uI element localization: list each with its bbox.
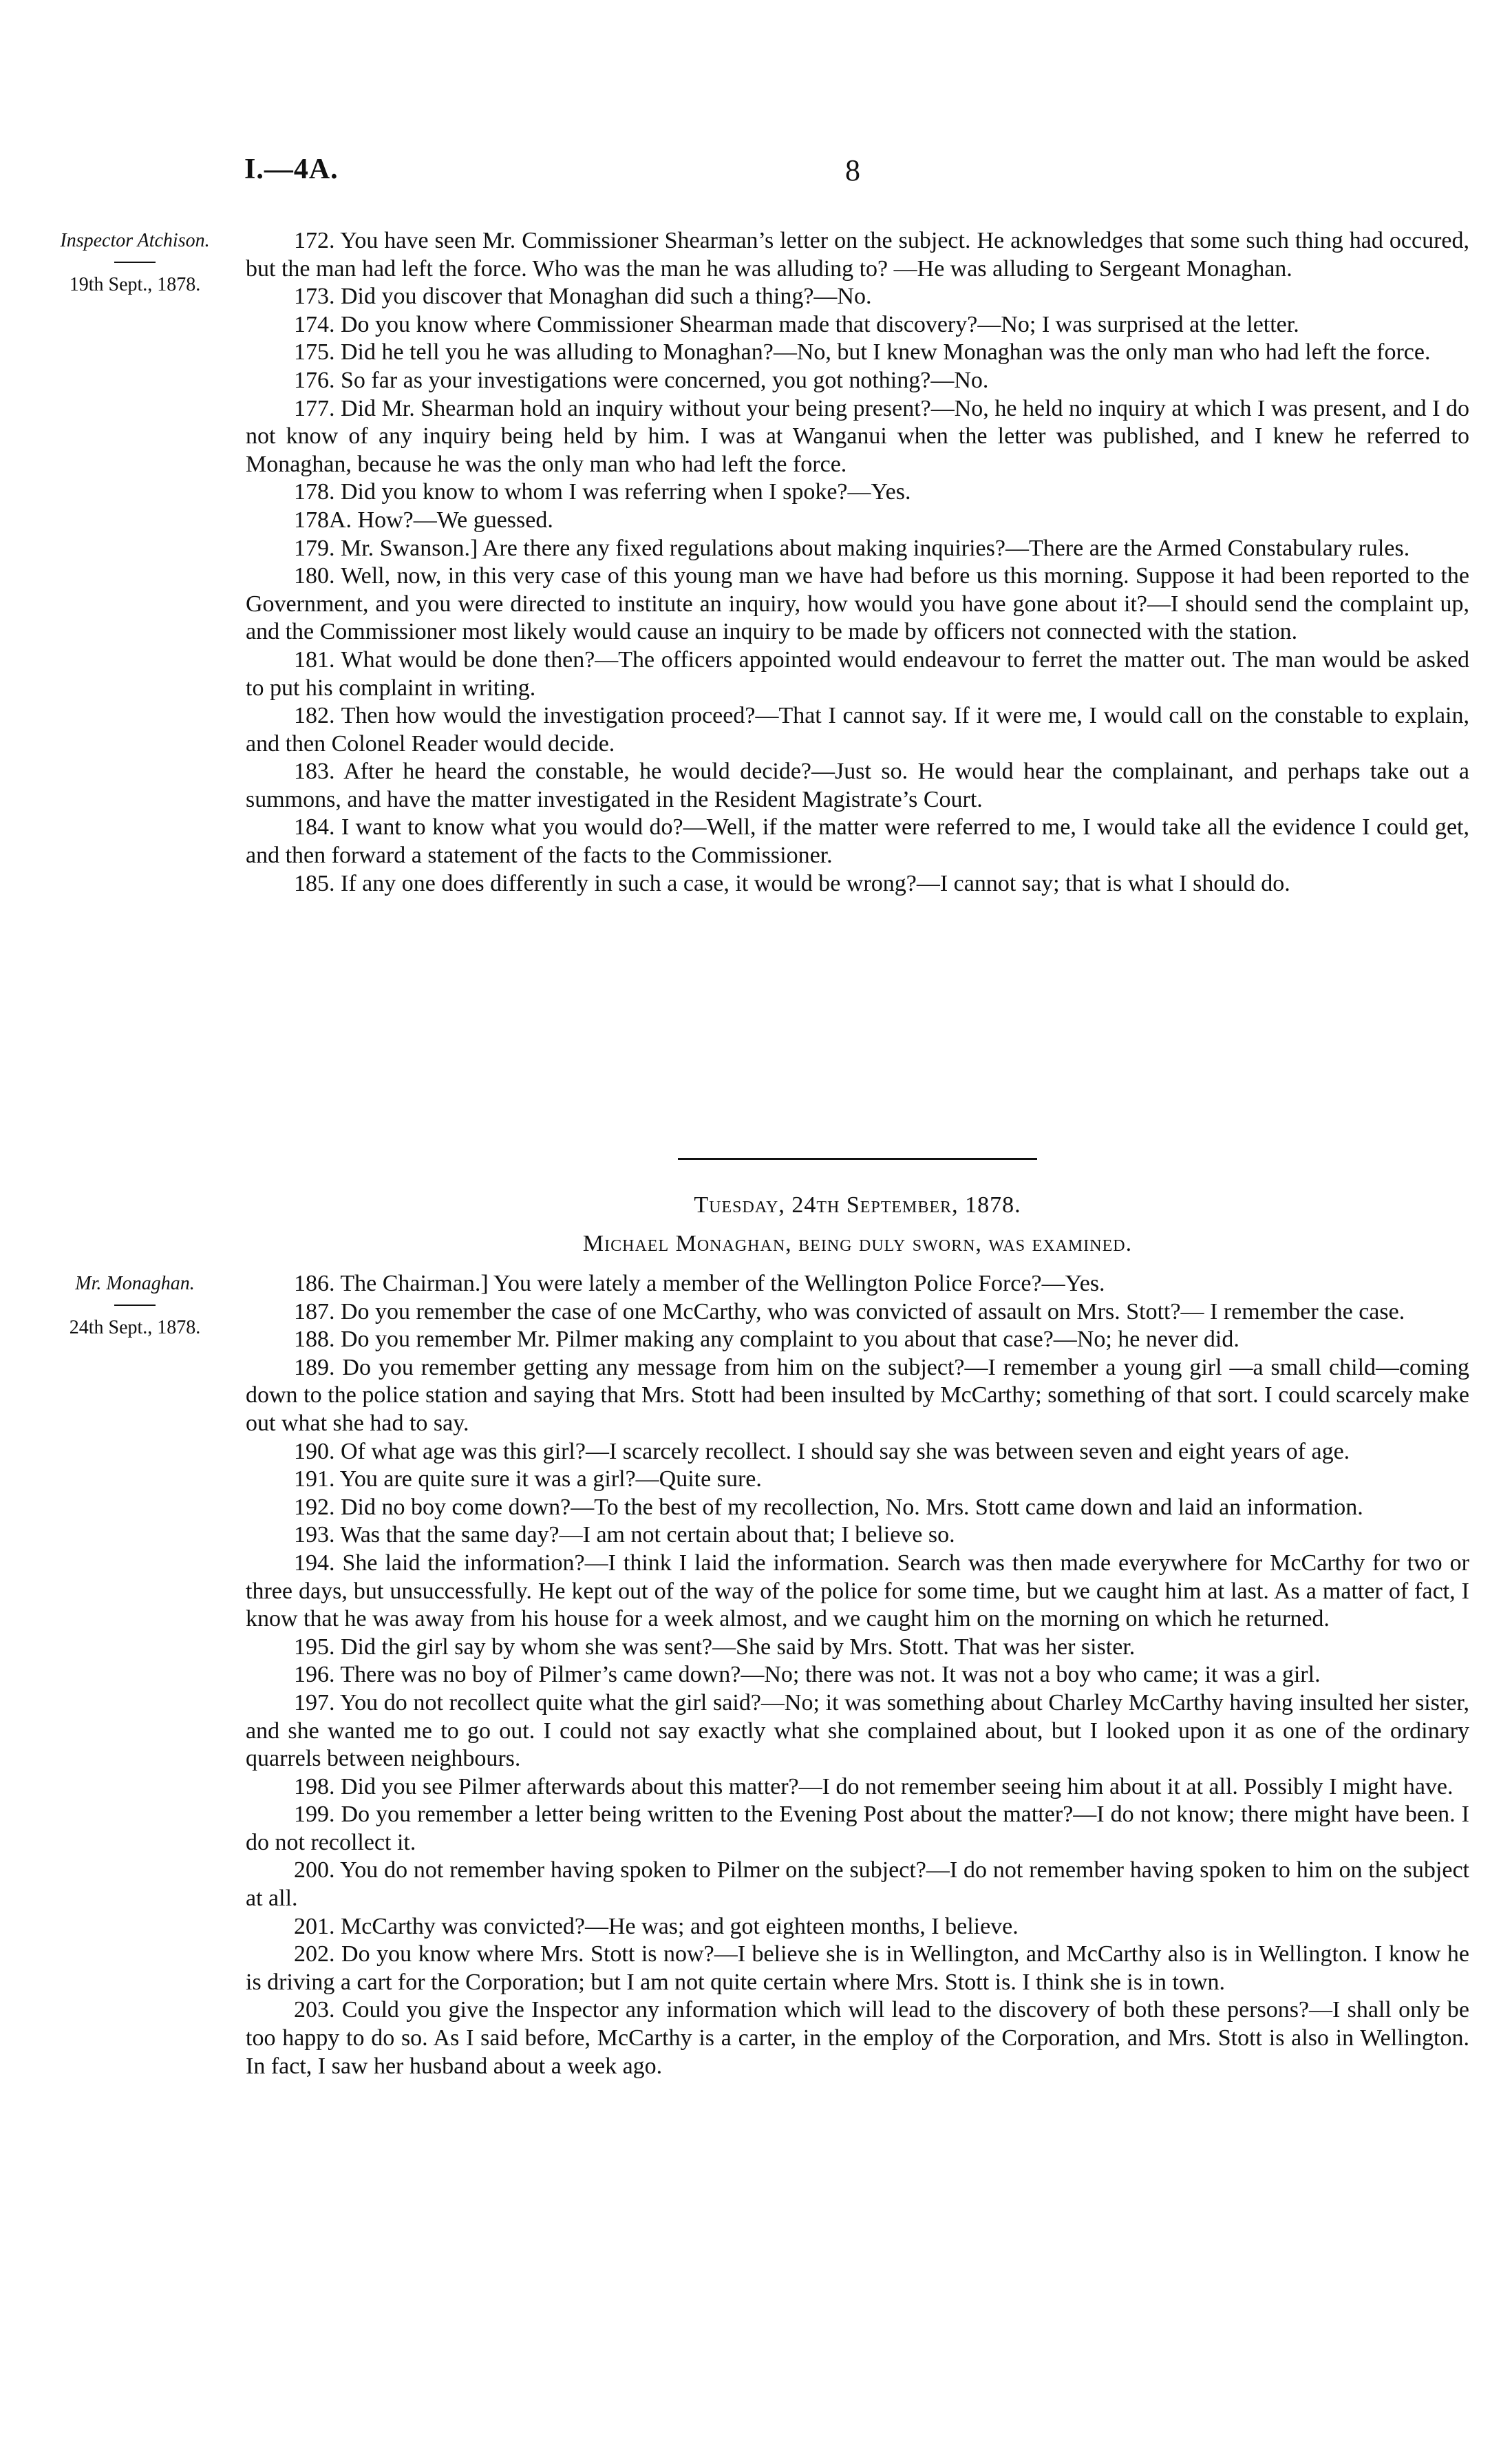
question-paragraph: 203. Could you give the Inspector any information which will lead to the discovery of both these persons?—I shall only be too happy to do so. As I said before, McCarthy is a carter, in the employ of the Corporation, and Mrs. Stott is also in Wellington. In fact, I saw her husband about a week ago. bbox=[246, 1997, 1469, 2079]
margin-divider bbox=[114, 262, 156, 263]
question-paragraph: 173. Did you discover that Monaghan did such a thing?—No. bbox=[294, 284, 872, 310]
question-paragraph: 201. McCarthy was convicted?—He was; and got eighteen months, I believe. bbox=[294, 1913, 1019, 1939]
question-paragraph: 202. Do you know where Mrs. Stott is now?—I believe she is in Wellington, and McCarthy also is in Wellington. I know he is driving a cart for the Corporation; but I am not quite certain where Mrs. Stott is. I think she is in town. bbox=[246, 1941, 1469, 1995]
question-paragraph: 197. You do not recollect quite what the girl said?—No; it was something about Charley McCarthy having insulted her sister, and she wanted me to go out. I could not say exactly what she complained about, but I looked upon it as one of the ordinary quarrels between neighbours. bbox=[246, 1689, 1469, 1772]
margin-date: 19th Sept., 1878. bbox=[69, 274, 201, 295]
question-paragraph: 196. There was no boy of Pilmer’s came down?—No; there was not. It was not a boy who came; it was a girl. bbox=[294, 1662, 1321, 1688]
question-paragraph: 199. Do you remember a letter being written to the Evening Post about the matter?—I do not know; there might have been. I do not recollect it. bbox=[246, 1802, 1469, 1855]
question-paragraph: 187. Do you remember the case of one McCarthy, who was convicted of assault on Mrs. Stott?— I remember the case. bbox=[294, 1298, 1405, 1324]
question-paragraph: 176. So far as your investigations were concerned, you got nothing?—No. bbox=[294, 367, 989, 393]
section-2-testimony bbox=[246, 1270, 1469, 2080]
question-paragraph: 172. You have seen Mr. Commissioner Shearman’s letter on the subject. He acknowledges that some such thing had occured, but the man had left the force. Who was the man he was alluding to? —He was alluding to Sergeant Monaghan. bbox=[246, 228, 1469, 282]
question-paragraph: 177. Did Mr. Shearman hold an inquiry without your being present?—No, he held no inquiry at which I was present, and I do not know of any inquiry being held by him. I was at Wanganui when the letter was published, and I knew he referred to Monaghan, because he was the only man who had left the force. bbox=[246, 395, 1469, 477]
question-paragraph: 174. Do you know where Commissioner Shearman made that discovery?—No; I was surprised at the letter. bbox=[294, 311, 1299, 337]
margin-note-witness-2 bbox=[25, 1270, 245, 1342]
question-paragraph: 175. Did he tell you he was alluding to Monaghan?—No, but I knew Monaghan was the only man who had left the force. bbox=[294, 339, 1431, 366]
question-paragraph: 178. Did you know to whom I was referring when I spoke?—Yes. bbox=[294, 479, 911, 505]
question-paragraph: 191. You are quite sure it was a girl?—Quite sure. bbox=[294, 1466, 762, 1492]
question-paragraph: 194. She laid the information?—I think I laid the information. Search was then made everywhere for McCarthy for two or three days, but unsuccessfully. He kept out of the way of the police for some time, but we caught him at last. As a matter of fact, I know that he was away from his house for a week almost, and we caught him on the morning on which he returned. bbox=[246, 1550, 1469, 1632]
question-paragraph: 180. Well, now, in this very case of this young man we have had before us this morning. Suppose it had been reported to the Government, and you were directed to institute an inquiry, how would you have gone about it?—I should send the complaint up, and the Commissioner most likely would cause an inquiry to be made by officers not connected with the station. bbox=[246, 563, 1469, 645]
margin-witness-name: Inspector Atchison. bbox=[60, 230, 210, 251]
witness-line: Michael Monaghan, being duly sworn, was examined. bbox=[582, 1231, 1133, 1256]
margin-witness-name: Mr. Monaghan. bbox=[75, 1273, 195, 1294]
section-1-testimony bbox=[246, 227, 1469, 898]
question-paragraph: 190. Of what age was this girl?—I scarcely recollect. I should say she was between seven and eight years of age. bbox=[294, 1438, 1350, 1464]
question-paragraph: 188. Do you remember Mr. Pilmer making any complaint to you about that case?—No; he never did. bbox=[294, 1327, 1239, 1353]
question-paragraph: 189. Do you remember getting any message from him on the subject?—I remember a young girl —a small child—coming down to the police station and saying that Mrs. Stott had been insulted by McCarthy; something of that sort. I could scarcely make out what she had to say. bbox=[246, 1354, 1469, 1436]
margin-date: 24th Sept., 1878. bbox=[69, 1317, 201, 1338]
question-paragraph: 195. Did the girl say by whom she was sent?—She said by Mrs. Stott. That was her sister. bbox=[294, 1634, 1136, 1660]
question-paragraph: 185. If any one does differently in such a case, it would be wrong?—I cannot say; that is what I should do. bbox=[294, 870, 1290, 896]
page-number: 8 bbox=[845, 154, 860, 187]
question-paragraph: 192. Did no boy come down?—To the best of my recollection, No. Mrs. Stott came down and laid an information. bbox=[294, 1494, 1363, 1520]
date-heading: Tuesday, 24th September, 1878. bbox=[694, 1192, 1021, 1218]
question-paragraph: 184. I want to know what you would do?—Well, if the matter were referred to me, I would take all the evidence I could get, and then forward a statement of the facts to the Commissioner. bbox=[246, 814, 1469, 869]
question-paragraph: 200. You do not remember having spoken to Pilmer on the subject?—I do not remember having spoken to him on the subject at all. bbox=[246, 1857, 1469, 1912]
question-paragraph: 181. What would be done then?—The officers appointed would endeavour to ferret the matter out. The man would be asked to put his complaint in writing. bbox=[246, 646, 1469, 701]
document-reference: I.—4A. bbox=[244, 154, 339, 185]
question-paragraph: 186. The Chairman.] You were lately a member of the Wellington Police Force?—Yes. bbox=[294, 1271, 1105, 1296]
question-paragraph: 183. After he heard the constable, he would decide?—Just so. He would hear the complainant, and perhaps take out a summons, and have the matter investigated in the Resident Magistrate’s Court. bbox=[246, 759, 1469, 812]
question-paragraph: 198. Did you see Pilmer afterwards about this matter?—I do not remember seeing him about it at all. Possibly I might have. bbox=[294, 1773, 1454, 1799]
margin-note-witness-1 bbox=[25, 227, 245, 299]
question-paragraph: 182. Then how would the investigation proceed?—That I cannot say. If it were me, I would call on the constable to explain, and then Colonel Reader would decide. bbox=[246, 703, 1469, 757]
question-paragraph: 179. Mr. Swanson.] Are there any fixed regulations about making inquiries?—There are the Armed Constabulary rules. bbox=[294, 535, 1410, 561]
margin-divider bbox=[114, 1305, 156, 1306]
section-divider bbox=[678, 1158, 1037, 1160]
question-paragraph: 193. Was that the same day?—I am not certain about that; I believe so. bbox=[294, 1522, 955, 1548]
question-paragraph: 178A. How?—We guessed. bbox=[294, 507, 553, 533]
